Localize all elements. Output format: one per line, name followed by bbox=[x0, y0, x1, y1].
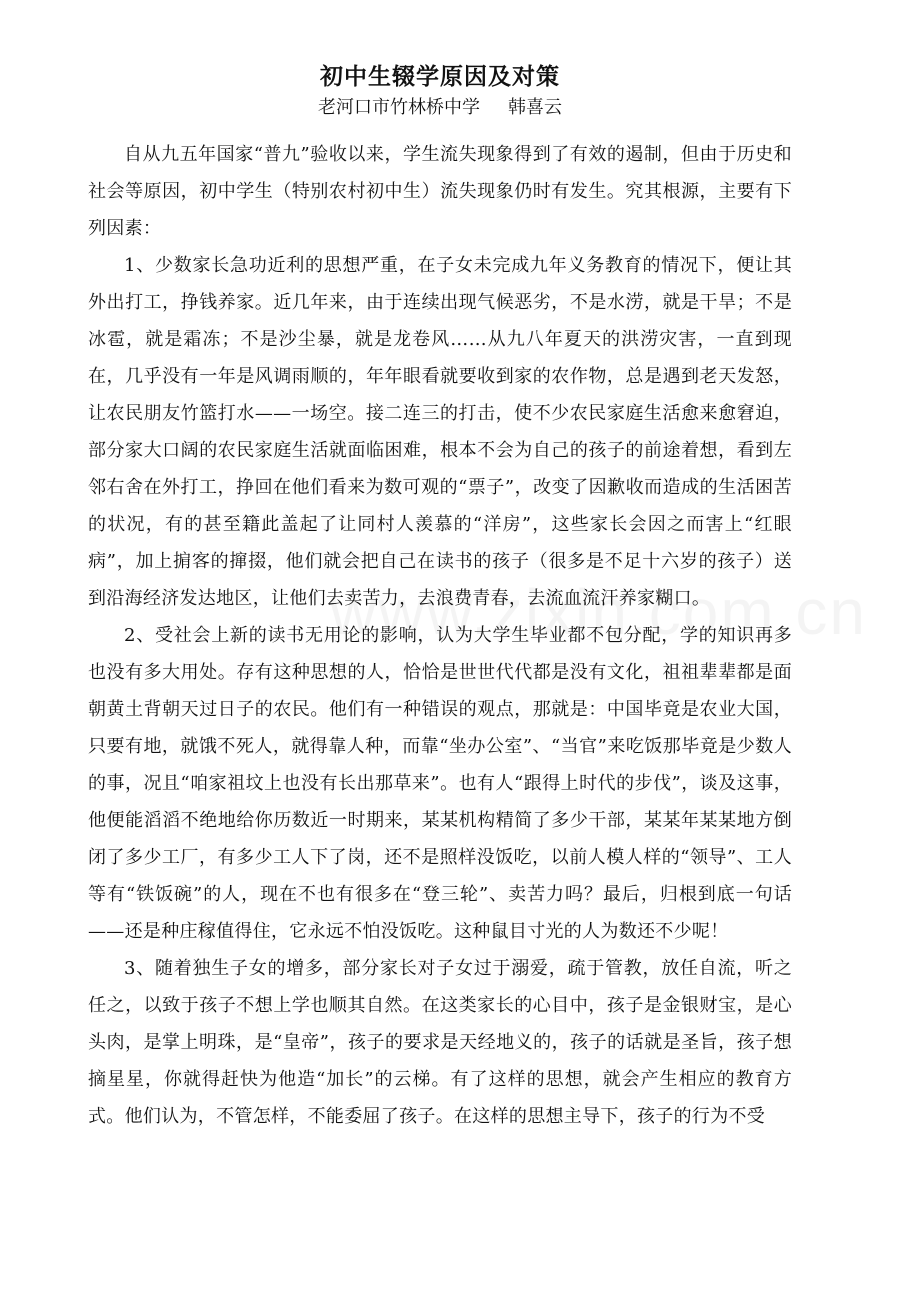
paragraph-reason-1: 1、少数家长急功近利的思想严重，在子女未完成九年义务教育的情况下，便让其外出打工，挣钱养家。近几年来，由于连续出现气候恶劣，不是水涝，就是干旱；不是冰雹，就是霜冻；不是沙尘暴，就是龙卷风……从九八年夏天的洪涝灾害，一直到现在，几乎没有一年是风调雨顺的，年年眼看就要收到家的农作物，总是遇到老天发怒，让农民朋友竹篮打水——一场空。接二连三的打击，使不少农民家庭生活愈来愈窘迫，部分家大口阔的农民家庭生活就面临困难，根本不会为自己的孩子的前途着想，看到左邻右舍在外打工，挣回在他们看来为数可观的“票子”，改变了因歉收而造成的生活困苦的状况，有的甚至籍此盖起了让同村人羡慕的“洋房”，这些家长会因之而害上“红眼病”，加上掮客的撺掇，他们就会把自己在读书的孩子（很多是不足十六岁的孩子）送到沿海经济发达地区，让他们去卖苦力，去浪费青春，去流血流汗养家糊口。 bbox=[88, 255, 792, 609]
paragraph-intro: 自从九五年国家“普九”验收以来，学生流失现象得到了有效的遏制，但由于历史和社会等原因，初中学生（特别农村初中生）流失现象仍时有发生。究其根源，主要有下列因素： bbox=[88, 144, 792, 239]
document-page bbox=[88, 60, 792, 1135]
paragraph-reason-3: 3、随着独生子女的增多，部分家长对子女过于溺爱，疏于管教，放任自流，听之任之，以致于孩子不想上学也顺其自然。在这类家长的心目中，孩子是金银财宝，是心头肉，是掌上明珠，是“皇帝”，孩子的要求是天经地义的，孩子的话就是圣旨，孩子想摘星星，你就得赶快为他造“加长”的云梯。有了这样的思想，就会产生相应的教育方式。他们认为，不管怎样，不能委屈了孩子。在这样的思想主导下，孩子的行为不受 bbox=[88, 958, 792, 1127]
author-name: 韩喜云 bbox=[508, 97, 562, 118]
paragraph-reason-2: 2、受社会上新的读书无用论的影响，认为大学生毕业都不包分配，学的知识再多也没有多大用处。存有这种思想的人，恰恰是世世代代都是没有文化，祖祖辈辈都是面朝黄土背朝天过日子的农民。他们有一种错误的观点，那就是：中国毕竟是农业大国，只要有地，就饿不死人，就得靠人种，而靠“坐办公室”、“当官”来吃饭那毕竟是少数人的事，况且“咱家祖坟上也没有长出那草来”。也有人“跟得上时代的步伐”，谈及这事，他便能滔滔不绝地给你历数近一时期来，某某机构精简了多少干部，某某年某某地方倒闭了多少工厂，有多少工人下了岗，还不是照样没饭吃，以前人模人样的“领导”、工人等有“铁饭碗”的人，现在不也有很多在“登三轮”、卖苦力吗？最后，归根到底一句话——还是种庄稼值得住，它永远不怕没饭吃。这种鼠目寸光的人为数还不少呢！ bbox=[88, 625, 792, 942]
school-name: 老河口市竹林桥中学 bbox=[318, 97, 480, 118]
document-title: 初中生辍学原因及对策 bbox=[320, 64, 560, 90]
author-line bbox=[88, 94, 792, 122]
